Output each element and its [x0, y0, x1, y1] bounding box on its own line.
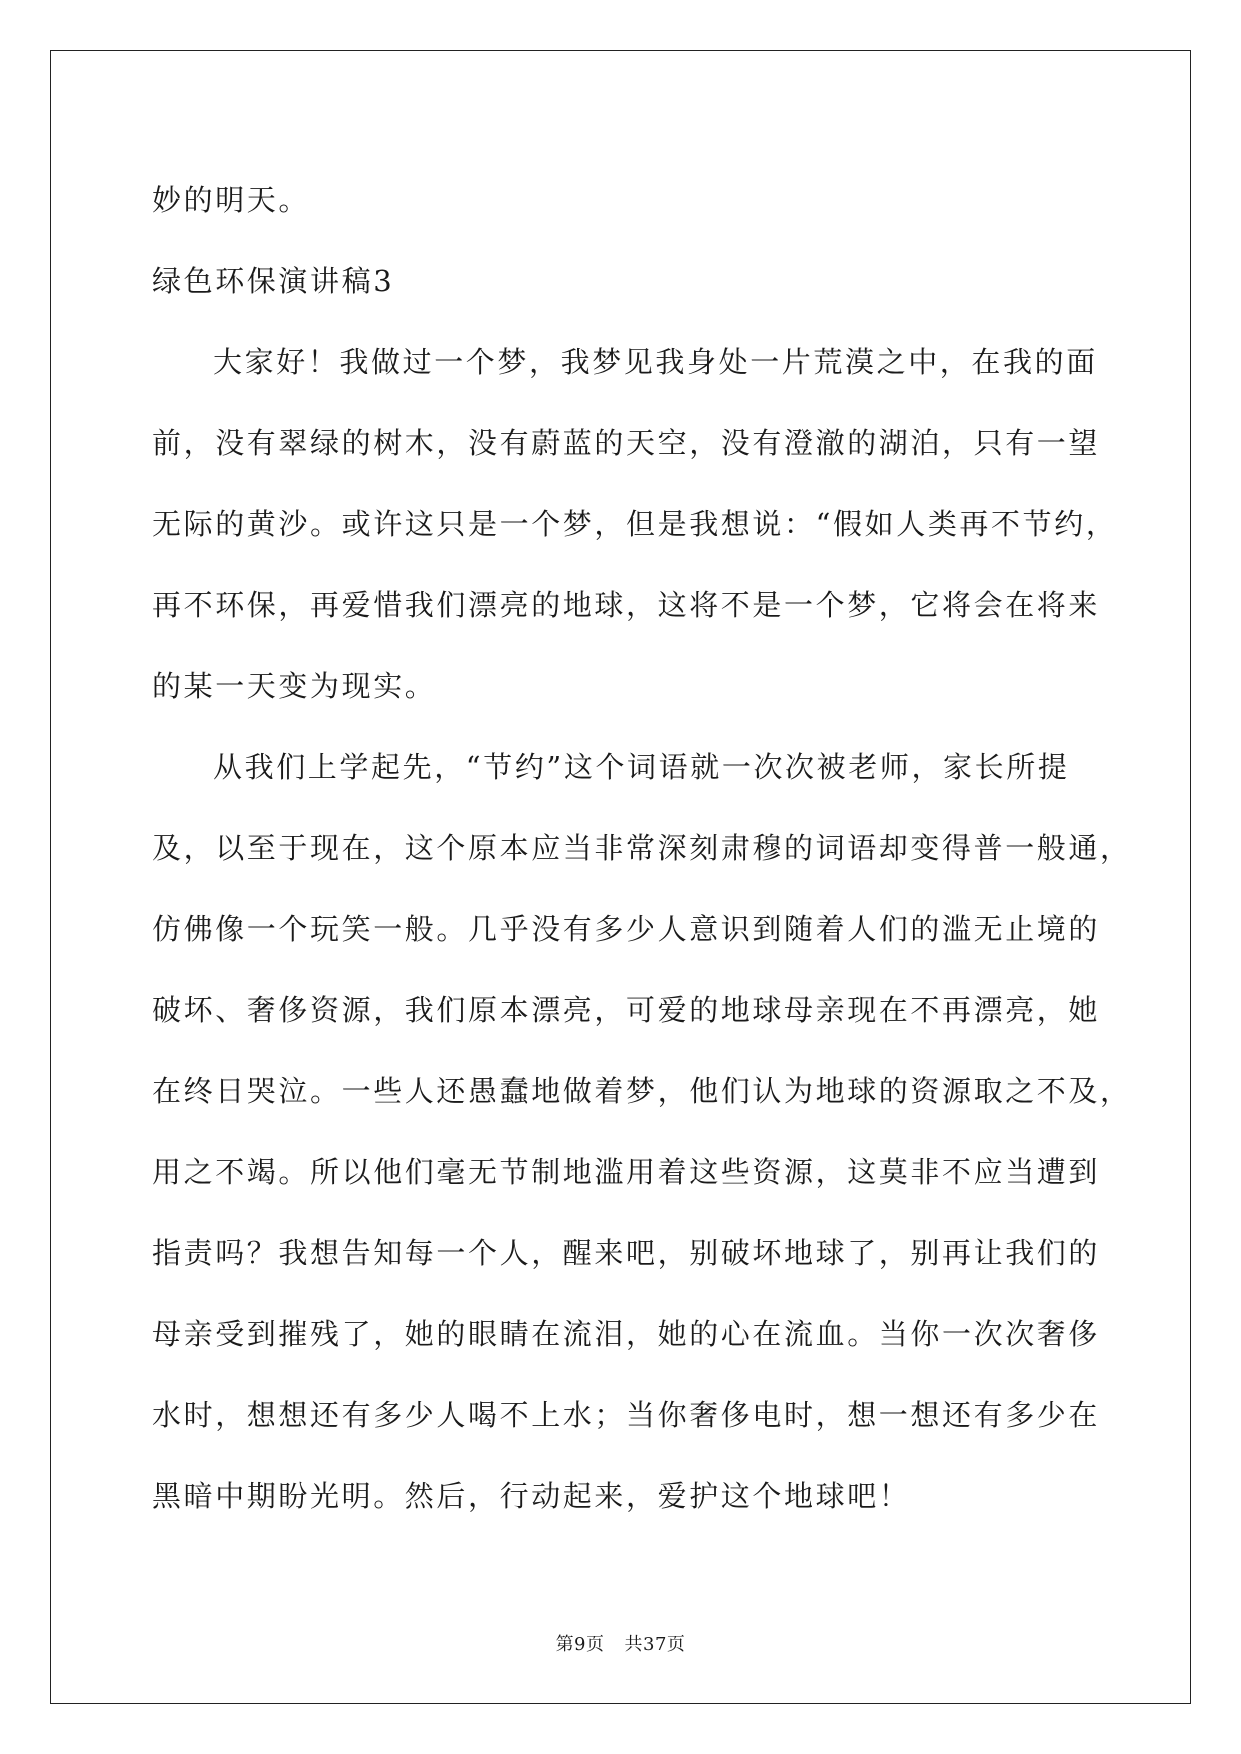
paragraph-first-line: 从我们上学起先，“节约”这个词语就一次次被老师，家长所提 [213, 750, 1070, 784]
paragraph-first-line: 大家好！我做过一个梦，我梦见我身处一片荒漠之中，在我的面 [213, 345, 1098, 379]
page-footer [0, 1630, 1241, 1656]
page-number: 第9页 [555, 1634, 605, 1655]
page-total: 共37页 [624, 1634, 686, 1655]
text-line: 指责吗？我想告知每一个人，醒来吧，别破坏地球了，别再让我们的 [152, 1236, 1101, 1270]
text-line: 水时，想想还有多少人喝不上水；当你奢侈电时，想一想还有多少在 [152, 1398, 1101, 1432]
text-line: 用之不竭。所以他们毫无节制地滥用着这些资源，这莫非不应当遭到 [152, 1155, 1101, 1189]
text-line: 在终日哭泣。一些人还愚蠢地做着梦，他们认为地球的资源取之不及， [152, 1074, 1132, 1108]
text-line: 无际的黄沙。或许这只是一个梦，但是我想说：“假如人类再不节约， [152, 507, 1118, 541]
text-line: 母亲受到摧残了，她的眼睛在流泪，她的心在流血。当你一次次奢侈 [152, 1317, 1101, 1351]
text-line: 的某一天变为现实。 [152, 669, 437, 703]
document-body [152, 160, 1132, 1537]
text-line: 前，没有翠绿的树木，没有蔚蓝的天空，没有澄澈的湖泊，只有一望 [152, 426, 1101, 460]
text-line: 再不环保，再爱惜我们漂亮的地球，这将不是一个梦，它将会在将来 [152, 588, 1101, 622]
text-line: 仿佛像一个玩笑一般。几乎没有多少人意识到随着人们的滥无止境的 [152, 912, 1101, 946]
text-line: 妙的明天。 [152, 183, 311, 217]
text-line: 破坏、奢侈资源，我们原本漂亮，可爱的地球母亲现在不再漂亮，她 [152, 993, 1101, 1027]
text-line: 黑暗中期盼光明。然后，行动起来，爱护这个地球吧！ [152, 1479, 911, 1513]
section-heading: 绿色环保演讲稿3 [152, 264, 395, 298]
text-line: 及，以至于现在，这个原本应当非常深刻肃穆的词语却变得普一般通， [152, 831, 1132, 865]
